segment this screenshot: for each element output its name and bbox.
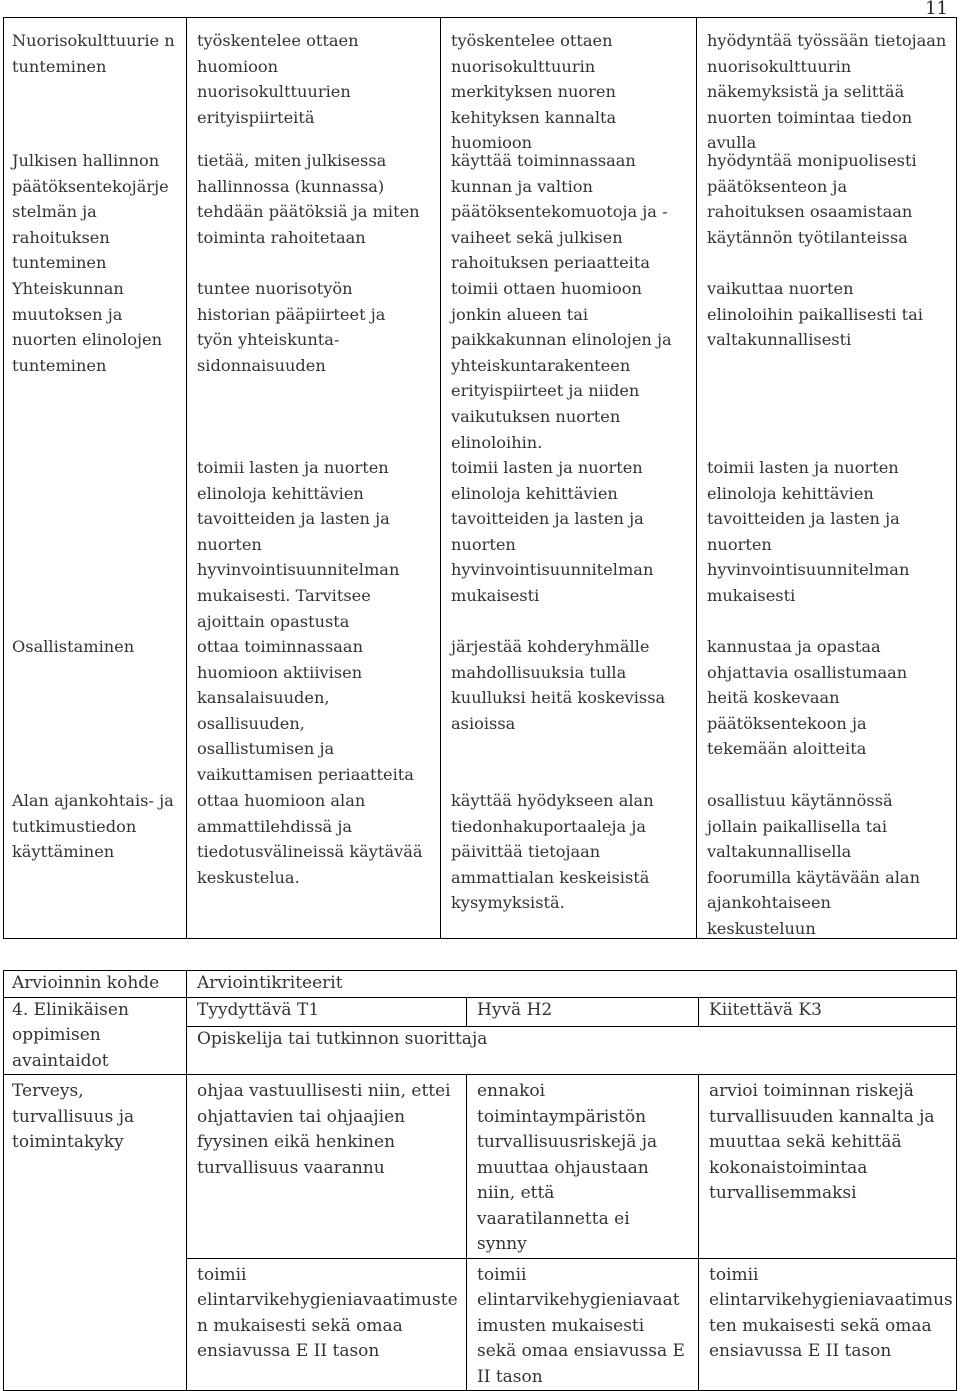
grade-t1: Tyydyttävä T1: [187, 997, 467, 1027]
criterion-text: ottaa toiminnassaan huomioon aktiivisen kansalaisuuden, osallisuuden, osallistumisen ja vaikuttamisen periaatteita: [197, 637, 414, 784]
topic-label: Alan ajankohtais- ja tutkimustiedon käyttäminen: [12, 791, 174, 862]
criterion-text: tietää, miten julkisessa hallinnossa (kunnassa) tehdään päätöksiä ja miten toiminta rahoitetaan: [197, 151, 420, 247]
criterion-text: osallistuu käytännössä jollain paikallisella tai valtakunnallisella foorumilla käytävään alan ajankohtaiseen keskusteluun: [707, 791, 921, 938]
criterion-text: hyödyntää työssään tietojaan nuorisokulttuurin näkemyksistä ja selittää nuorten toimintaa tiedon avulla: [707, 31, 947, 153]
grade-k3: Kiitettävä K3: [699, 997, 957, 1027]
section-title: 4. Elinikäisen oppimisen avaintaidot: [4, 997, 187, 1075]
topic-label: [4, 1075, 187, 1391]
grade-h2: Hyvä H2: [467, 997, 699, 1027]
criterion-text: tuntee nuorisotyön historian pääpiirteet ja työn yhteiskunta-sidonnaisuuden: [197, 279, 386, 375]
topic-label: Nuorisokulttuurie n tunteminen: [12, 31, 175, 76]
criterion-text: ennakoi toimintaympäristön turvallisuusriskejä ja muuttaa ohjaustaan niin, että vaaratilannetta ei synny: [477, 1081, 658, 1254]
criterion-text: arvioi toiminnan riskejä turvallisuuden kannalta ja muuttaa sekä kehittää kokonaistoimintaa turvallisemmaksi: [709, 1081, 935, 1203]
topic-label: Osallistaminen: [12, 637, 135, 656]
page-number: 11: [925, 0, 948, 19]
criterion-text: ohjaa vastuullisesti niin, ettei ohjattavien tai ohjaajien fyysinen eikä henkinen turvallisuus vaarannu: [197, 1081, 451, 1178]
topic-label: Julkisen hallinnon päätöksentekojärje stelmän ja rahoituksen tunteminen: [12, 151, 169, 273]
criterion-text: työskentelee ottaen nuorisokulttuurin merkityksen nuoren kehityksen kannalta huomioon: [451, 31, 617, 153]
topic-label: Yhteiskunnan muutoksen ja nuorten elinolojen tunteminen: [12, 279, 163, 375]
criterion-text: käyttää toiminnassaan kunnan ja valtion päätöksentekomuotoja ja -vaiheet sekä julkisen rahoituksen periaatteita: [451, 151, 668, 273]
criteria-table-upper: [3, 17, 957, 939]
topic-column: [4, 18, 187, 939]
subject: Opiskelija tai tutkinnon suorittaja: [187, 1027, 957, 1075]
topic-text: Terveys, turvallisuus ja toimintakyky: [12, 1081, 135, 1152]
t1-column: [187, 18, 441, 939]
criterion-text: toimii elintarvikehygieniavaatimus ten mukaisesti sekä omaa ensiavussa E II tason: [709, 1264, 953, 1361]
criterion-text: toimii lasten ja nuorten elinoloja kehittävien tavoitteiden ja lasten ja nuorten hyvinvointisuunnitelman mukaisesti: [707, 458, 910, 605]
criterion-text: kannustaa ja opastaa ohjattavia osallistumaan heitä koskevaan päätöksentekoon ja tekemään aloitteita: [707, 637, 908, 759]
criterion-text: toimii elintarvikehygieniavaatimuste n mukaisesti sekä omaa ensiavussa E II tason: [197, 1264, 458, 1361]
header-criteria: Arviointikriteerit: [187, 971, 957, 998]
criterion-text: käyttää hyödykseen alan tiedonhakuportaaleja ja päivittää tietojaan ammattialan keskeisistä kysymyksistä.: [451, 791, 654, 913]
criteria-table-lower: [3, 970, 957, 1391]
criterion-text: hyödyntää monipuolisesti päätöksenteon ja rahoituksen osaamistaan käytännön työtilanteissa: [707, 151, 917, 247]
criterion-text: toimii lasten ja nuorten elinoloja kehittävien tavoitteiden ja lasten ja nuorten hyvinvointisuunnitelman mukaisesti. Tarvitsee ajoittain opastusta: [197, 458, 400, 631]
criterion-text: toimii ottaen huomioon jonkin alueen tai paikkakunnan elinolojen ja yhteiskuntarakenteen erityispiirteet ja niiden vaikutuksen nuorten elinoloihin.: [451, 279, 672, 452]
criterion-text: vaikuttaa nuorten elinoloihin paikallisesti tai valtakunnallisesti: [707, 279, 923, 350]
criterion-text: järjestää kohderyhmälle mahdollisuuksia tulla kuulluksi heitä koskevissa asioissa: [451, 637, 666, 733]
criterion-text: toimii elintarvikehygieniavaat imusten mukaisesti sekä omaa ensiavussa E II tason: [477, 1264, 685, 1387]
criterion-text: työskentelee ottaen huomioon nuorisokulttuurien erityispiirteitä: [197, 31, 359, 127]
criterion-text: toimii lasten ja nuorten elinoloja kehittävien tavoitteiden ja lasten ja nuorten hyvinvointisuunnitelman mukaisesti: [451, 458, 654, 605]
header-target: Arvioinnin kohde: [4, 971, 187, 998]
k3-column: [697, 18, 957, 939]
h2-column: [441, 18, 697, 939]
criterion-text: ottaa huomioon alan ammattilehdissä ja tiedotusvälineissä käytävää keskustelua.: [197, 791, 423, 887]
